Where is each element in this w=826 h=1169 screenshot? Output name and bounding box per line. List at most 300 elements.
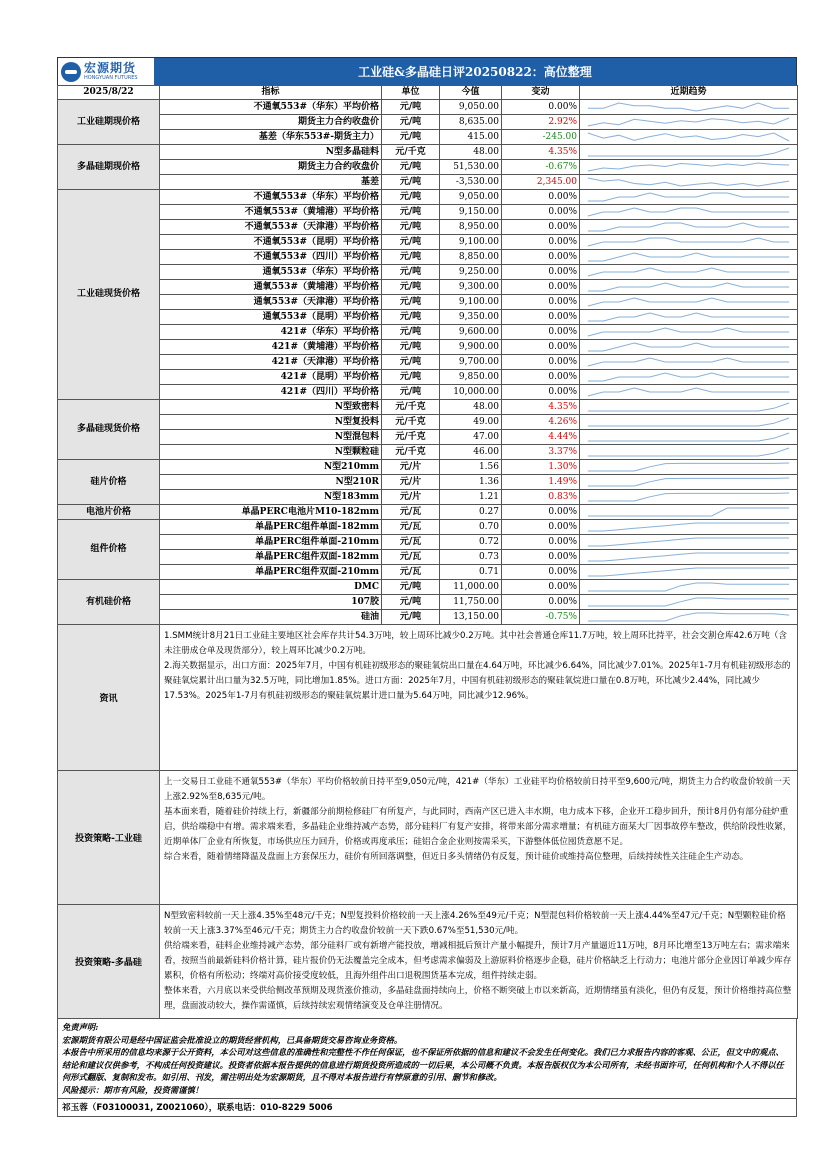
value-cell: 9,850.00 — [440, 370, 502, 385]
change-cell: -0.75% — [502, 610, 580, 625]
unit-cell: 元/吨 — [382, 115, 440, 130]
table-row — [58, 460, 798, 475]
commentary-row — [58, 771, 798, 905]
sparkline-chart — [582, 325, 795, 339]
sparkline-chart — [582, 370, 795, 384]
unit-cell: 元/千克 — [382, 445, 440, 460]
trend-sparkline — [580, 565, 798, 580]
change-cell: 0.00% — [502, 220, 580, 235]
trend-sparkline — [580, 325, 798, 340]
logo-mark-icon — [61, 62, 81, 82]
section-paragraph: 基本面来看，随着硅价持续上行，新疆部分前期检修硅厂有所复产，与此同时，西南产区已进入丰水期，电力成本下移，企业开工稳步回升，预计8月仍有部分硅炉重启，供给端稳中有增。需求端来看，多晶硅企业维持减产态势，部分硅料厂有复产安排，将带来部分需求增量；有机硅方面某大厂因事故停车整改，供给阶段性收紧，近期单体厂企业有所恢复，市场供应压力回升，价格或再度承压；硅铝合金企业则按需采买，下游整体低位囤货意愿不足。 — [164, 807, 792, 847]
sparkline-series — [588, 208, 789, 216]
indicator-name: 基差（华东553#-期货主力） — [160, 130, 382, 145]
sparkline-series — [588, 568, 789, 576]
change-cell: 0.00% — [502, 505, 580, 520]
sparkline-series — [588, 613, 789, 621]
value-cell: 9,600.00 — [440, 325, 502, 340]
change-cell: 0.00% — [502, 295, 580, 310]
table-row — [58, 430, 798, 445]
value-cell: 9,100.00 — [440, 295, 502, 310]
trend-sparkline — [580, 595, 798, 610]
sparkline-series — [588, 373, 789, 381]
change-cell: 2,345.00 — [502, 175, 580, 190]
trend-sparkline — [580, 250, 798, 265]
indicator-name: 单晶PERC组件双面-182mm — [160, 550, 382, 565]
trend-sparkline — [580, 400, 798, 415]
indicator-name: N型复投料 — [160, 415, 382, 430]
value-cell: 9,050.00 — [440, 190, 502, 205]
sparkline-series — [588, 508, 789, 516]
sparkline-chart — [582, 475, 795, 489]
disclaimer-line: 风险提示：期市有风险，投资需谨慎！ — [62, 1084, 204, 1095]
indicator-name: 期货主力合约收盘价 — [160, 160, 382, 175]
unit-cell: 元/吨 — [382, 355, 440, 370]
sparkline-chart — [582, 295, 795, 309]
sparkline-chart — [582, 115, 795, 129]
unit-cell: 元/片 — [382, 475, 440, 490]
value-cell: 46.00 — [440, 445, 502, 460]
value-cell: 9,300.00 — [440, 280, 502, 295]
trend-sparkline — [580, 280, 798, 295]
value-cell: 47.00 — [440, 430, 502, 445]
value-cell: 9,350.00 — [440, 310, 502, 325]
unit-cell: 元/千克 — [382, 145, 440, 160]
unit-cell: 元/吨 — [382, 310, 440, 325]
sparkline-chart — [582, 505, 795, 519]
change-cell: 0.00% — [502, 340, 580, 355]
sparkline-chart — [582, 550, 795, 564]
change-cell: 4.44% — [502, 430, 580, 445]
sparkline-chart — [582, 235, 795, 249]
indicator-name: N型混包料 — [160, 430, 382, 445]
change-cell: 0.00% — [502, 355, 580, 370]
sparkline-chart — [582, 580, 795, 594]
change-cell: -0.67% — [502, 160, 580, 175]
sparkline-chart — [582, 100, 795, 114]
indicator-name: N型210mm — [160, 460, 382, 475]
table-row — [58, 355, 798, 370]
indicator-name: 421#（华东）平均价格 — [160, 325, 382, 340]
change-cell: 1.49% — [502, 475, 580, 490]
header-trend: 近期趋势 — [580, 86, 798, 100]
unit-cell: 元/吨 — [382, 385, 440, 400]
indicator-name: 硅油 — [160, 610, 382, 625]
unit-cell: 元/吨 — [382, 265, 440, 280]
unit-cell: 元/吨 — [382, 250, 440, 265]
unit-cell: 元/千克 — [382, 430, 440, 445]
sparkline-series — [588, 463, 789, 471]
indicator-name: 单晶PERC组件单面-210mm — [160, 535, 382, 550]
header-indicator: 指标 — [160, 86, 382, 100]
section-paragraph: 2.海关数据显示，出口方面：2025年7月，中国有机硅初级形态的聚硅氧烷出口量在4.64万吨，环比减少6.64%，同比减少7.01%。2025年1-7月有机硅初级形态的聚硅氧烷累计出口量为32.5万吨，同比增加1.85%。进口方面：2025年7月，中国有机硅初级形态的聚硅氧烷进口量在0.8万吨，环比减少2.44%，同比减少17.53%。2025年1-7月有机硅初级形态的聚硅氧烷累计进口量为5.64万吨，同比减少12.96%。 — [164, 661, 791, 701]
trend-sparkline — [580, 115, 798, 130]
sparkline-chart — [582, 145, 795, 159]
sparkline-chart — [582, 430, 795, 444]
sparkline-series — [588, 388, 789, 396]
indicator-name: N型颗粒硅 — [160, 445, 382, 460]
change-cell: 0.00% — [502, 580, 580, 595]
table-row — [58, 280, 798, 295]
change-cell: 0.00% — [502, 595, 580, 610]
commentary-table — [57, 624, 798, 1019]
sparkline-chart — [582, 415, 795, 429]
unit-cell: 元/吨 — [382, 190, 440, 205]
table-row — [58, 115, 798, 130]
indicator-name: DMC — [160, 580, 382, 595]
section-body — [160, 625, 798, 771]
unit-cell: 元/千克 — [382, 415, 440, 430]
category-label: 多晶硅期现价格 — [58, 145, 160, 190]
table-row — [58, 220, 798, 235]
header-value: 今值 — [440, 86, 502, 100]
table-row — [58, 175, 798, 190]
sparkline-chart — [582, 340, 795, 354]
change-cell: 0.00% — [502, 520, 580, 535]
report-title: 工业硅&多晶硅日评20250822：高位整理 — [154, 58, 796, 85]
value-cell: 0.27 — [440, 505, 502, 520]
unit-cell: 元/瓦 — [382, 520, 440, 535]
category-label: 硅片价格 — [58, 460, 160, 505]
trend-sparkline — [580, 550, 798, 565]
table-row — [58, 565, 798, 580]
value-cell: 8,635.00 — [440, 115, 502, 130]
table-row — [58, 205, 798, 220]
sparkline-chart — [582, 565, 795, 579]
sparkline-chart — [582, 400, 795, 414]
trend-sparkline — [580, 160, 798, 175]
price-table — [57, 85, 798, 625]
change-cell: 3.37% — [502, 445, 580, 460]
table-row — [58, 100, 798, 115]
value-cell: 9,100.00 — [440, 235, 502, 250]
sparkline-series — [588, 118, 789, 126]
indicator-name: 421#（天津港）平均价格 — [160, 355, 382, 370]
trend-sparkline — [580, 355, 798, 370]
indicator-name: 不通氧553#（华东）平均价格 — [160, 100, 382, 115]
sparkline-chart — [582, 205, 795, 219]
trend-sparkline — [580, 145, 798, 160]
trend-sparkline — [580, 610, 798, 625]
section-paragraph: N型致密料较前一天上涨4.35%至48元/千克；N型复投料价格较前一天上涨4.26%至49元/千克；N型混包料价格较前一天上涨4.44%至47元/千克；N型颗粒硅价格较前一天上涨3.37%至46元/千克；期货主力合约收盘价较前一天下跌0.67%至51,530元/吨。 — [164, 911, 786, 936]
change-cell: 4.35% — [502, 400, 580, 415]
change-cell: 0.00% — [502, 385, 580, 400]
section-paragraph: 1.SMM统计8月21日工业硅主要地区社会库存共计54.3万吨，较上周环比减少0.2万吨。其中社会普通仓库11.7万吨，较上周环比持平，社会交割仓库42.6万吨（含未注册成仓单及现货部分），较上周环比减少0.2万吨。 — [164, 631, 787, 656]
disclaimer-block — [57, 1019, 797, 1099]
table-row — [58, 130, 798, 145]
sparkline-series — [588, 523, 789, 531]
report-sheet — [57, 57, 797, 1117]
indicator-name: N型210R — [160, 475, 382, 490]
table-row — [58, 535, 798, 550]
sparkline-chart — [582, 460, 795, 474]
table-header-row — [58, 86, 798, 100]
table-row — [58, 490, 798, 505]
unit-cell: 元/瓦 — [382, 565, 440, 580]
section-label: 资讯 — [58, 625, 160, 771]
table-row — [58, 415, 798, 430]
trend-sparkline — [580, 220, 798, 235]
value-cell: 9,700.00 — [440, 355, 502, 370]
table-row — [58, 295, 798, 310]
change-cell: 0.00% — [502, 310, 580, 325]
value-cell: 9,150.00 — [440, 205, 502, 220]
trend-sparkline — [580, 205, 798, 220]
sparkline-chart — [582, 520, 795, 534]
section-label: 投资策略-多晶硅 — [58, 905, 160, 1019]
change-cell: 0.00% — [502, 535, 580, 550]
table-row — [58, 310, 798, 325]
unit-cell: 元/吨 — [382, 580, 440, 595]
sparkline-chart — [582, 355, 795, 369]
section-body — [160, 771, 798, 905]
trend-sparkline — [580, 385, 798, 400]
sparkline-series — [588, 283, 789, 291]
trend-sparkline — [580, 415, 798, 430]
sparkline-series — [588, 313, 789, 321]
sparkline-chart — [582, 535, 795, 549]
indicator-name: 不通氧553#（昆明）平均价格 — [160, 235, 382, 250]
sparkline-chart — [582, 310, 795, 324]
indicator-name: 期货主力合约收盘价 — [160, 115, 382, 130]
unit-cell: 元/吨 — [382, 160, 440, 175]
sparkline-series — [588, 103, 789, 111]
indicator-name: 通氧553#（天津港）平均价格 — [160, 295, 382, 310]
company-logo — [58, 58, 154, 85]
indicator-name: 单晶PERC组件单面-182mm — [160, 520, 382, 535]
table-row — [58, 580, 798, 595]
change-cell: 0.83% — [502, 490, 580, 505]
header-unit: 单位 — [382, 86, 440, 100]
value-cell: 8,850.00 — [440, 250, 502, 265]
report-header — [57, 57, 797, 85]
indicator-name: 不通氧553#（四川）平均价格 — [160, 250, 382, 265]
trend-sparkline — [580, 475, 798, 490]
value-cell: 9,050.00 — [440, 100, 502, 115]
value-cell: 1.21 — [440, 490, 502, 505]
value-cell: 1.36 — [440, 475, 502, 490]
value-cell: 415.00 — [440, 130, 502, 145]
category-label: 组件价格 — [58, 520, 160, 580]
change-cell: 4.26% — [502, 415, 580, 430]
sparkline-series — [588, 448, 789, 456]
unit-cell: 元/吨 — [382, 610, 440, 625]
indicator-name: 不通氧553#（天津港）平均价格 — [160, 220, 382, 235]
sparkline-series — [588, 493, 789, 501]
category-label: 电池片价格 — [58, 505, 160, 520]
indicator-name: 通氧553#（昆明）平均价格 — [160, 310, 382, 325]
table-row — [58, 265, 798, 280]
value-cell: 0.70 — [440, 520, 502, 535]
unit-cell: 元/吨 — [382, 175, 440, 190]
trend-sparkline — [580, 445, 798, 460]
indicator-name: 不通氧553#（华东）平均价格 — [160, 190, 382, 205]
unit-cell: 元/片 — [382, 460, 440, 475]
table-row — [58, 325, 798, 340]
trend-sparkline — [580, 190, 798, 205]
sparkline-series — [588, 163, 789, 171]
change-cell: 0.00% — [502, 550, 580, 565]
section-body — [160, 905, 798, 1019]
trend-sparkline — [580, 430, 798, 445]
sparkline-series — [588, 343, 789, 351]
sparkline-chart — [582, 445, 795, 459]
table-row — [58, 370, 798, 385]
sparkline-chart — [582, 610, 795, 624]
indicator-name: 单晶PERC组件双面-210mm — [160, 565, 382, 580]
indicator-name: 不通氧553#（黄埔港）平均价格 — [160, 205, 382, 220]
unit-cell: 元/千克 — [382, 400, 440, 415]
indicator-name: N型183mm — [160, 490, 382, 505]
table-row — [58, 550, 798, 565]
value-cell: 8,950.00 — [440, 220, 502, 235]
table-row — [58, 610, 798, 625]
sparkline-series — [588, 298, 789, 306]
sparkline-chart — [582, 280, 795, 294]
table-row — [58, 385, 798, 400]
change-cell: 0.00% — [502, 100, 580, 115]
trend-sparkline — [580, 175, 798, 190]
value-cell: -3,530.00 — [440, 175, 502, 190]
section-paragraph: 上一交易日工业硅不通氧553#（华东）平均价格较前日持平至9,050元/吨，421#（华东）工业硅平均价格较前日持平至9,600元/吨，期货主力合约收盘价较前一天上涨2.92%至8,635元/吨。 — [164, 777, 791, 802]
sparkline-series — [588, 583, 789, 591]
category-label: 有机硅价格 — [58, 580, 160, 625]
indicator-name: 单晶PERC电池片M10-182mm — [160, 505, 382, 520]
change-cell: 0.00% — [502, 250, 580, 265]
change-cell: 0.00% — [502, 265, 580, 280]
unit-cell: 元/瓦 — [382, 505, 440, 520]
value-cell: 51,530.00 — [440, 160, 502, 175]
table-row — [58, 520, 798, 535]
table-row — [58, 160, 798, 175]
trend-sparkline — [580, 370, 798, 385]
section-paragraph: 综合来看，随着情绪降温及盘面上方套保压力，硅价有所回落调整，但近日多头情绪仍有反复，预计硅价或维持高位整理，后续持续性关注硅企生产动态。 — [164, 852, 749, 862]
sparkline-series — [588, 133, 789, 141]
sparkline-series — [588, 223, 789, 231]
change-cell: -245.00 — [502, 130, 580, 145]
unit-cell: 元/瓦 — [382, 550, 440, 565]
sparkline-chart — [582, 160, 795, 174]
trend-sparkline — [580, 295, 798, 310]
trend-sparkline — [580, 490, 798, 505]
trend-sparkline — [580, 460, 798, 475]
value-cell: 9,250.00 — [440, 265, 502, 280]
indicator-name: 通氧553#（华东）平均价格 — [160, 265, 382, 280]
value-cell: 0.73 — [440, 550, 502, 565]
table-row — [58, 145, 798, 160]
section-paragraph: 整体来看，六月底以来受供给侧改革预期及现货涨价推动，多晶硅盘面持续向上，价格不断突破上市以来新高，近期情绪虽有淡化，但仍有反复，预计价格维持高位整理，盘面波动较大，操作需谨慎，后续持续宏观情绪演变及仓单注册情况。 — [164, 986, 792, 1011]
indicator-name: N型多晶硅料 — [160, 145, 382, 160]
disclaimer-line: 本报告中所采用的信息均来源于公开资料，本公司对这些信息的准确性和完整性不作任何保证，也不保证所依据的信息和建议不会发生任何变化。我们已力求报告内容的客观、公正，但文中的观点、结论和建议仅供参考，不构成任何投资建议。投资者依据本报告提供的信息进行期货投资所造成的一切后果，本公司概不负责。本报告版权仅为本公司所有，未经书面许可，任何机构和个人不得以任何形式翻版、复制和发布。如引用、刊发，需注明出处为宏源期货，且不得对本报告进行有悖原意的引用、删节和修改。 — [62, 1047, 784, 1082]
value-cell: 9,900.00 — [440, 340, 502, 355]
unit-cell: 元/吨 — [382, 325, 440, 340]
change-cell: 0.00% — [502, 370, 580, 385]
unit-cell: 元/吨 — [382, 295, 440, 310]
value-cell: 11,000.00 — [440, 580, 502, 595]
trend-sparkline — [580, 520, 798, 535]
sparkline-series — [588, 148, 789, 156]
value-cell: 10,000.00 — [440, 385, 502, 400]
table-row — [58, 250, 798, 265]
change-cell: 0.00% — [502, 565, 580, 580]
section-label: 投资策略-工业硅 — [58, 771, 160, 905]
table-row — [58, 475, 798, 490]
sparkline-series — [588, 538, 789, 546]
category-label: 多晶硅现货价格 — [58, 400, 160, 460]
header-change: 变动 — [502, 86, 580, 100]
sparkline-series — [588, 358, 789, 366]
indicator-name: 421#（黄埔港）平均价格 — [160, 340, 382, 355]
sparkline-series — [588, 418, 789, 426]
value-cell: 0.72 — [440, 535, 502, 550]
trend-sparkline — [580, 265, 798, 280]
sparkline-chart — [582, 490, 795, 504]
commentary-row — [58, 905, 798, 1019]
indicator-name: 421#（昆明）平均价格 — [160, 370, 382, 385]
change-cell: 0.00% — [502, 235, 580, 250]
unit-cell: 元/吨 — [382, 340, 440, 355]
trend-sparkline — [580, 310, 798, 325]
sparkline-series — [588, 238, 789, 246]
trend-sparkline — [580, 535, 798, 550]
sparkline-series — [588, 253, 789, 261]
trend-sparkline — [580, 505, 798, 520]
sparkline-chart — [582, 250, 795, 264]
logo-chinese-name: 宏源期货 — [84, 61, 137, 75]
sparkline-series — [588, 433, 789, 441]
sparkline-series — [588, 328, 789, 336]
sparkline-series — [588, 598, 789, 606]
commentary-row — [58, 625, 798, 771]
change-cell: 4.35% — [502, 145, 580, 160]
sparkline-series — [588, 403, 789, 411]
unit-cell: 元/吨 — [382, 235, 440, 250]
disclaimer-title: 免责声明: — [62, 1022, 99, 1032]
indicator-name: N型致密料 — [160, 400, 382, 415]
trend-sparkline — [580, 235, 798, 250]
sparkline-chart — [582, 385, 795, 399]
table-row — [58, 235, 798, 250]
indicator-name: 421#（四川）平均价格 — [160, 385, 382, 400]
sparkline-chart — [582, 220, 795, 234]
sparkline-series — [588, 178, 789, 186]
table-row — [58, 445, 798, 460]
change-cell: 0.00% — [502, 190, 580, 205]
value-cell: 11,750.00 — [440, 595, 502, 610]
indicator-name: 基差 — [160, 175, 382, 190]
sparkline-series — [588, 193, 789, 201]
sparkline-series — [588, 478, 789, 486]
sparkline-chart — [582, 190, 795, 204]
unit-cell: 元/吨 — [382, 370, 440, 385]
unit-cell: 元/片 — [382, 490, 440, 505]
disclaimer-line: 宏源期货有限公司是经中国证监会批准设立的期货经营机构，已具备期货交易咨询业务资格。 — [62, 1034, 403, 1045]
value-cell: 13,150.00 — [440, 610, 502, 625]
sparkline-chart — [582, 130, 795, 144]
change-cell: 2.92% — [502, 115, 580, 130]
category-label: 工业硅期现价格 — [58, 100, 160, 145]
value-cell: 48.00 — [440, 400, 502, 415]
analyst-contact: 祁玉蓉（F03100031, Z0021060），联系电话：010-8229 5006 — [57, 1099, 797, 1117]
unit-cell: 元/吨 — [382, 205, 440, 220]
sparkline-chart — [582, 595, 795, 609]
logo-english-name: HONGYUAN FUTURES — [84, 75, 138, 81]
unit-cell: 元/瓦 — [382, 535, 440, 550]
category-label: 工业硅现货价格 — [58, 190, 160, 400]
value-cell: 48.00 — [440, 145, 502, 160]
table-row — [58, 340, 798, 355]
unit-cell: 元/吨 — [382, 220, 440, 235]
